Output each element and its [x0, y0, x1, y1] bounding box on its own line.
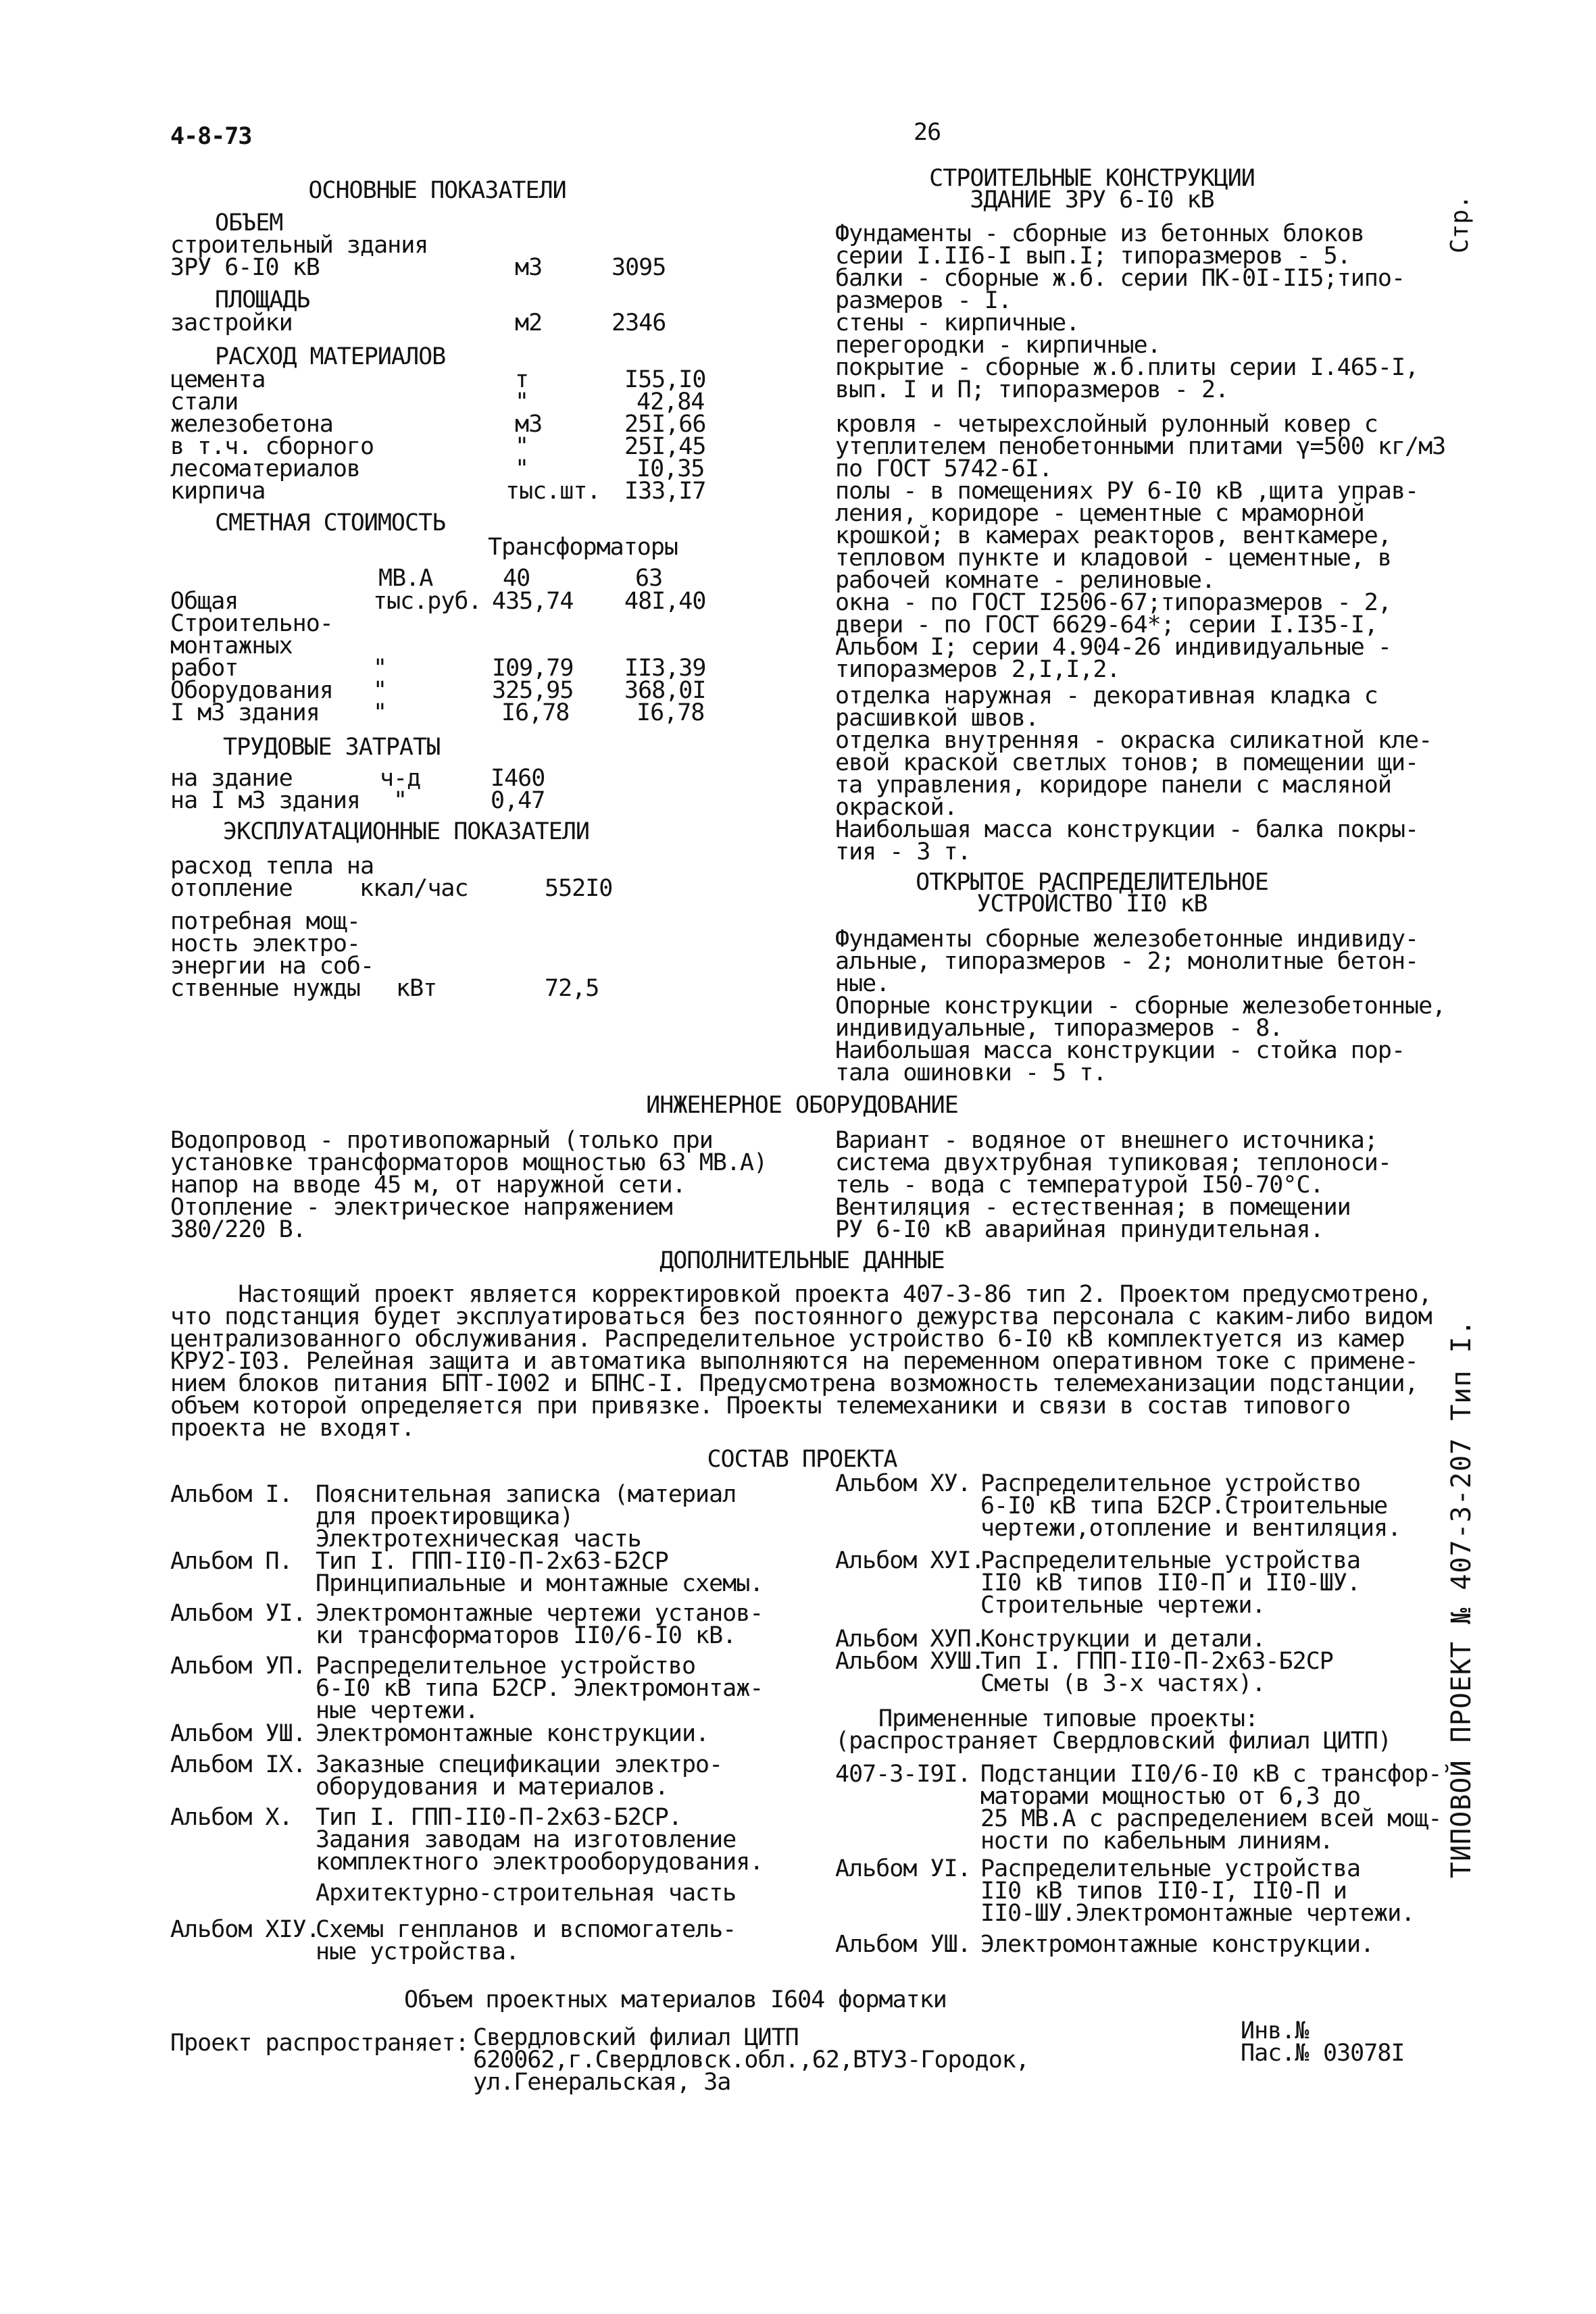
building-structure-text: Фундаменты - сборные из бетонных блоков серии I.II6-I вып.I; типоразмеров - 5. балки - сборные ж.б. серии ПК-0I-II5;типо- размеров - I. стены - кирпичные. перегородки - кирпичные. покрытие - сборные ж.б.плиты серии I.465-I, вып. I и П; типоразмеров - 2. [835, 220, 1419, 403]
inv-label: Инв.№ [1241, 2017, 1309, 2044]
main-indicators-title: ОСНОВНЫЕ ПОКАЗАТЕЛИ [308, 177, 566, 204]
finishing-text: отделка наружная - декоративная кладка с расшивкой швов. отделка внутренняя - окраска силикатной кле- евой краской светлых тонов; в помещении щи- та управления, коридоре панели с масляной окраской. Наибольшая масса конструкции - балка покры- тия - 3 т. [835, 682, 1432, 865]
composition-right-list: Альбом ХУ. Распределительное устройство 6-I0 кВ типа Б2СР.Строительные чертежи,отопление и вентиляция. Альбом ХУI. Распределительные устройства II0 кВ типов II0-П и II0-ШУ. Строительные чертежи. Альбом ХУП. Конструкции и детали. Альбом ХУШ. Тип I. ГПП-II0-П-2х63-Б2СР Сметы (в 3-х частях). [835, 1470, 1401, 1697]
construction-title: СТРОИТЕЛЬНЫЕ КОНСТРУКЦИИ [929, 165, 1255, 192]
materials-volume: Объем проектных материалов I604 форматки [404, 1986, 947, 2013]
volume-heading: ОБЪЕМ [215, 209, 283, 236]
doc-code: 4-8-73 [170, 123, 252, 150]
power-need-unit: кВт [396, 975, 437, 1002]
engineering-water-heating: Водопровод - противопожарный (только при установке трансформаторов мощностью 63 МВ.А) напор на вводе 45 м, от наружной сети. Отопление - электрическое напряжением 380/220 В. [170, 1127, 768, 1243]
volume-value: 3095 [612, 254, 666, 281]
area-value: 2346 [612, 309, 666, 336]
materials-table: цемента т I55,I0 стали " 42,84 железобетона м3 25I,66 в т.ч. сборного " 25I,45 лесоматериалов " I0,35 кирпича тыс.шт. I33,I7 [170, 366, 706, 505]
heat-value: 552I0 [545, 875, 613, 902]
additional-text: Настоящий проект является корректировкой проекта 407-3-86 тип 2. Проектом предусмотрено, что подстанция будет эксплуатироваться без постоянного дежурства персонала с каким-либо видом централизованного обслуживания. Распределительное устройство 6-I0 кВ комплектуется из камер КРУ2-I03. Релейная защита и автоматика выполняются на переменном оперативном токе с примене- нием блоков питания БПТ-I002 и БПНС-I. Предусмотрена возможность телемеханизации подстанции, объем которой определяется при привязке. Проекты телемеханики и связи в состав типового проекта не входят. [170, 1281, 1432, 1442]
volume-unit: м3 [515, 254, 543, 281]
area-label: застройки [170, 309, 293, 336]
engineering-heating-ventilation: Вариант - водяное от внешнего источника; система двухтрубная тупиковая; теплоноси- тель - вода с температурой I50-70°С. Вентиляция - естественная; в помещении РУ 6-I0 кВ аварийная принудительная. [835, 1127, 1391, 1243]
outdoor-switchgear-text: Фундаменты сборные железобетонные индивиду- альные, типоразмеров - 2; монолитные бетон- ные. Опорные конструкции - сборные железобетонные, индивидуальные, типоразмеров - 8. Наибольшая масса конструкции - стойка пор- тала ошиновки - 5 т. [835, 926, 1446, 1086]
power-63: 63 [635, 565, 663, 592]
power-unit: МВ.А [378, 565, 433, 592]
operation-heading: ЭКСПЛУАТАЦИОННЫЕ ПОКАЗАТЕЛИ [223, 818, 589, 845]
building-title: ЗДАНИЕ ЗРУ 6-I0 кВ [970, 186, 1214, 213]
composition-left-list: Альбом I. Пояснительная записка (материал для проектировщика) Электротехническая часть Альбом П. Тип I. ГПП-II0-П-2х63-Б2СР Принципиальные и монтажные схемы. Альбом УI. Электромонтажные чертежи установ- ки трансформаторов II0/6-I0 кВ. Альбом УП. Распределительное устройство 6-I0 кВ типа Б2СР. Электромонтаж- ные чертежи. Альбом УШ. Электромонтажные конструкции. Альбом IX. Заказные спецификации электро- оборудования и материалов. Альбом X. Тип I. ГПП-II0-П-2х63-Б2СР. Задания заводам на изготовление комплектного электрооборудования. Архитектурно-строительная часть Альбом XIУ. Схемы генпланов и вспомогатель- ные устройства. [170, 1481, 764, 1965]
heat-unit: ккал/час [359, 875, 468, 902]
cost-heading: СМЕТНАЯ СТОИМОСТЬ [215, 509, 446, 536]
cost-table: Общая тыс.руб. 435,74 48I,40 Строительно- монтажных работ " I09,79 II3,39 Оборудования " 325,95 368,0I I м3 здания " I6,78 I6,78 [170, 588, 706, 726]
distributor-label: Проект распространяет: [170, 2030, 469, 2057]
additional-title: ДОПОЛНИТЕЛЬНЫЕ ДАННЫЕ [659, 1247, 945, 1274]
composition-title: СОСТАВ ПРОЕКТА [707, 1446, 897, 1473]
outdoor-switchgear-subtitle: УСТРОЙСТВО II0 кВ [976, 890, 1207, 917]
engineering-title: ИНЖЕНЕРНОЕ ОБОРУДОВАНИЕ [646, 1092, 958, 1119]
area-heading: ПЛОЩАДЬ [215, 286, 310, 313]
materials-heading: РАСХОД МАТЕРИАЛОВ [215, 343, 446, 370]
power-need-label: потребная мощ- ность электро- энергии на соб- ственные нужды [170, 908, 374, 1002]
pas-value: 03078I [1323, 2040, 1405, 2067]
applied-projects-subtitle: (распространяет Свердловский филиал ЦИТП) [835, 1728, 1391, 1755]
page-number: 26 [914, 119, 941, 146]
applied-projects-list: 407-3-I9I. Подстанции II0/6-I0 кВ с трансфор- маторами мощностью от 6,3 до 25 МВ.А с распределением всей мощ- ности по кабельным линиям. Альбом УI. Распределительные устройства II0 кВ типов II0-I, II0-П и II0-ШУ.Электромонтажные чертежи. Альбом УШ. Электромонтажные конструкции. [835, 1761, 1442, 1958]
applied-projects-title: Примененные типовые проекты: [878, 1705, 1259, 1732]
transformers-label: Трансформаторы [488, 534, 678, 561]
pas-label: Пас.№ [1241, 2040, 1309, 2067]
area-unit: м2 [515, 309, 543, 336]
volume-label: строительный здания ЗРУ 6-I0 кВ [170, 232, 428, 281]
heat-label: расход тепла на отопление [170, 853, 374, 902]
side-stamp: ТИПОВОЙ ПРОЕКТ № 407-3-207 Тип I. [1446, 1319, 1477, 1878]
labor-table: на здание ч-д I460 на I м3 здания " 0,47 [170, 765, 545, 814]
distributor-address: Свердловский филиал ЦИТП 620062,г.Свердловск.обл.,62,ВТУЗ-Городок, ул.Генеральская, 3а [473, 2024, 1029, 2096]
labor-heading: ТРУДОВЫЕ ЗАТРАТЫ [223, 734, 441, 761]
side-page-label: Стр. [1446, 195, 1474, 253]
outdoor-switchgear-title: ОТКРЫТОЕ РАСПРЕДЕЛИТЕЛЬНОЕ [916, 869, 1268, 896]
power-40: 40 [503, 565, 530, 592]
power-need-value: 72,5 [545, 975, 599, 1002]
roof-floors-text: кровля - четырехслойный рулонный ковер с утеплителем пенобетонными плитами γ=500 кг/м3 по ГОСТ 5742-6I. полы - в помещениях РУ 6-I0 кВ ,щита управ- ления, коридоре - цементные с мраморной крошкой; в камерах реакторов, венткамере, тепловом пункте и кладовой - цементные, в рабочей комнате - релиновые. окна - по ГОСТ I2506-67;типоразмеров - 2, двери - по ГОСТ 6629-64*; серии I.I35-I, Альбом I; серии 4.904-26 индивидуальные - типоразмеров 2,I,I,2. [835, 411, 1446, 683]
